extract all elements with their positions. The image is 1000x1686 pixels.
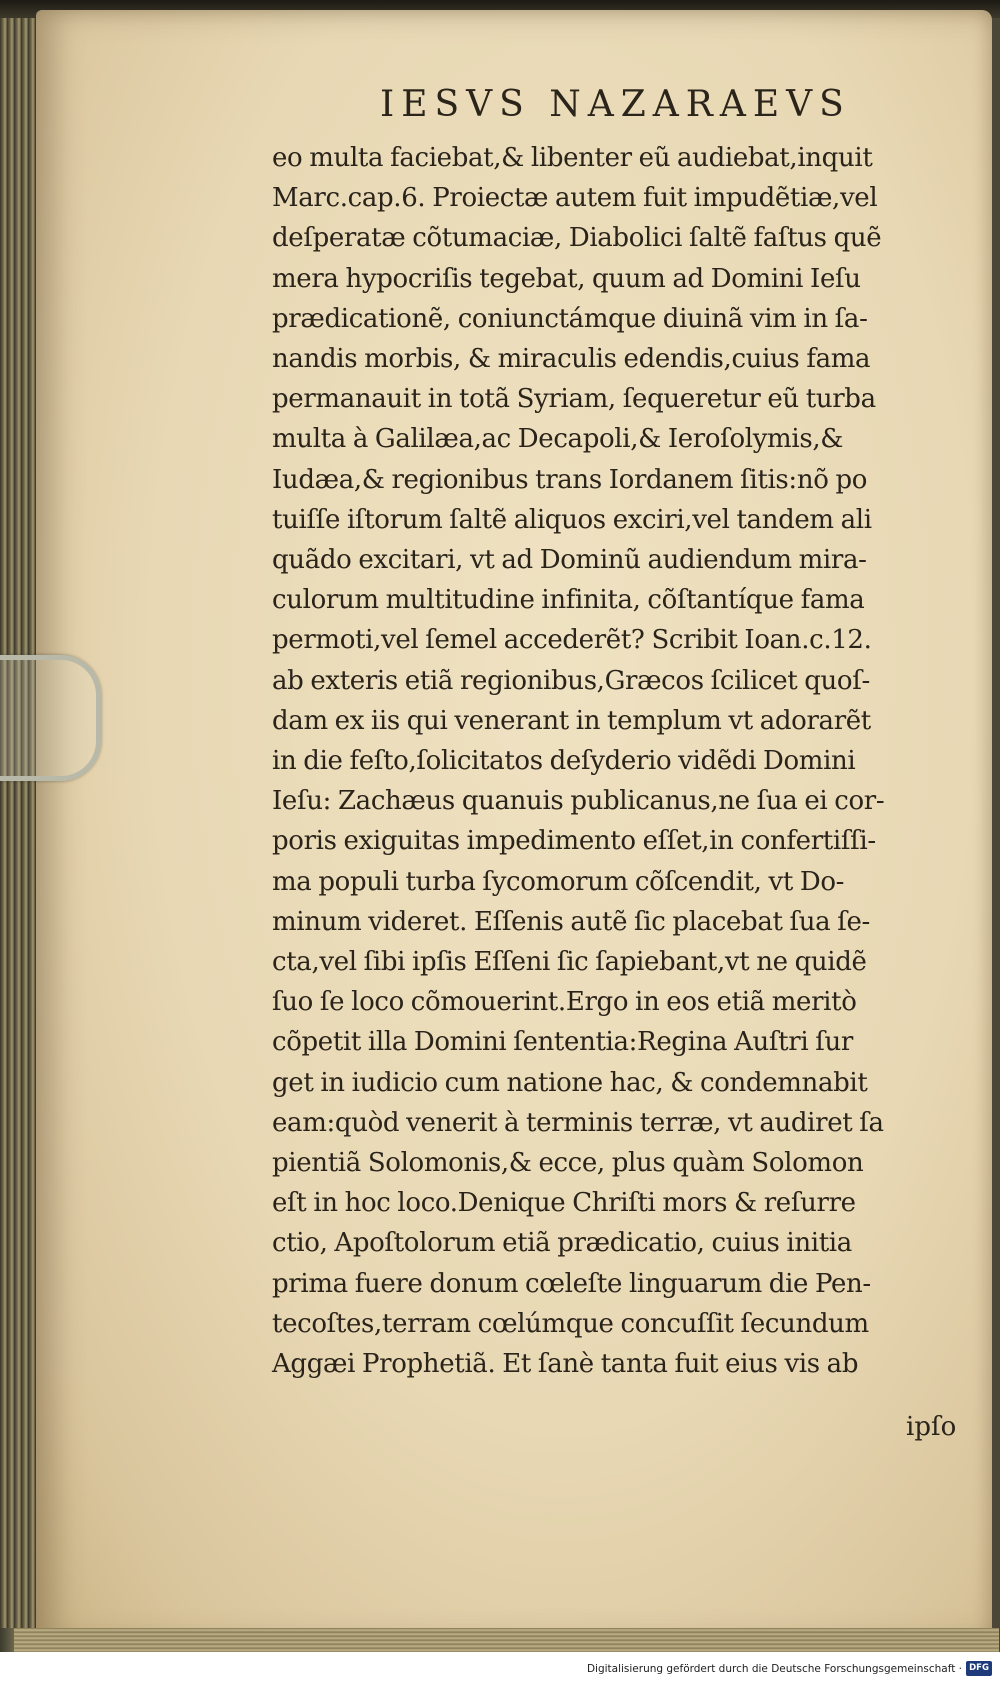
text-line: permanauit in totã Syriam, ſequeretur eũ turba bbox=[272, 384, 876, 415]
text-line: permoti,vel ſemel accederẽt? Scribit Ioan.c.12. bbox=[272, 625, 872, 656]
text-line: eo multa faciebat,& libenter eũ audiebat,inquit bbox=[272, 143, 873, 173]
text-line: minum videret. Eſſenis autẽ ſic placebat ſua ſe- bbox=[272, 906, 870, 937]
text-line: deſperatæ cõtumaciæ, Diabolici ſaltẽ faſtus quẽ bbox=[272, 223, 882, 254]
text-line: prima fuere donum cœleſte linguarum die Pen- bbox=[272, 1268, 871, 1299]
text-line: ctio, Apoſtolorum etiã prædicatio, cuius initia bbox=[272, 1228, 852, 1259]
running-head: IESVS NAZARAEVS bbox=[380, 84, 851, 125]
text-line: multa à Galilæa,ac Decapoli,& Ieroſolymis,& bbox=[272, 424, 844, 455]
text-line: get in iudicio cum natione hac, & condemnabit bbox=[272, 1067, 868, 1098]
text-line: Ieſu: Zachæus quanuis publicanus,ne ſua ei cor- bbox=[272, 786, 885, 817]
text-line: eam:quòd venerit à terminis terræ, vt audiret ſa bbox=[272, 1107, 884, 1138]
text-line: cta,vel ſibi ipſis Eſſeni ſic ſapiebant,vt ne quidẽ bbox=[272, 947, 867, 978]
funding-credit: Digitalisierung gefördert durch die Deutsche Forschungsgemeinschaft · bbox=[586, 1663, 962, 1675]
text-line: cõpetit illa Domini ſententia:Regina Auſtri ſur bbox=[272, 1027, 853, 1058]
text-line: poris exiguitas impedimento eſſet,in confertiſſi- bbox=[272, 826, 876, 857]
text-line: Iudæa,& regionibus trans Iordanem ſitis:nõ po bbox=[272, 464, 868, 495]
text-line: ab exteris etiã regionibus,Græcos ſcilicet quoſ- bbox=[272, 665, 870, 696]
text-line: prædicationẽ, coniunctámque diuinã vim in ſa- bbox=[272, 303, 868, 334]
text-line: nandis morbis, & miraculis edendis,cuius fama bbox=[272, 344, 871, 375]
text-line: in die feſto,ſolicitatos deſyderio vidẽdi Domini bbox=[272, 746, 856, 777]
catchword: ipſo bbox=[906, 1412, 957, 1442]
text-line: Aggæi Prophetiã. Et ſanè tanta fuit eius vis ab bbox=[272, 1349, 859, 1380]
text-line: ſuo ſe loco cõmouerint.Ergo in eos etiã meritò bbox=[272, 987, 857, 1018]
text-line: culorum multitudine infinita, cõſtantíque fama bbox=[272, 585, 865, 616]
text-line: pientiã Solomonis,& ecce, plus quàm Solomon bbox=[272, 1148, 864, 1179]
text-line: dam ex iis qui venerant in templum vt adorarẽt bbox=[272, 705, 871, 736]
text-line: mera hypocriſis tegebat, quum ad Domini Ieſu bbox=[272, 263, 861, 294]
text-line: tecoſtes,terram cœlúmque concuſſit ſecundum bbox=[272, 1308, 869, 1339]
book-spine bbox=[0, 18, 40, 1628]
book-clasp bbox=[0, 655, 101, 781]
text-block bbox=[272, 138, 962, 1384]
dfg-logo: DFG bbox=[966, 1661, 992, 1676]
text-line: eſt in hoc loco.Denique Chriſti mors & reſurre bbox=[272, 1188, 856, 1219]
text-line: ma populi turba ſycomorum cõſcendit, vt Do- bbox=[272, 866, 845, 897]
text-line: tuiſſe iſtorum ſaltẽ aliquos exciri,vel tandem ali bbox=[272, 504, 872, 535]
page-edges bbox=[14, 1628, 999, 1652]
text-line: quãdo excitari, vt ad Dominũ audiendum mira- bbox=[272, 545, 867, 576]
text-line: Marc.cap.6. Proiectæ autem fuit impudẽtiæ,vel bbox=[272, 183, 878, 214]
footer-bar bbox=[0, 1652, 1000, 1686]
